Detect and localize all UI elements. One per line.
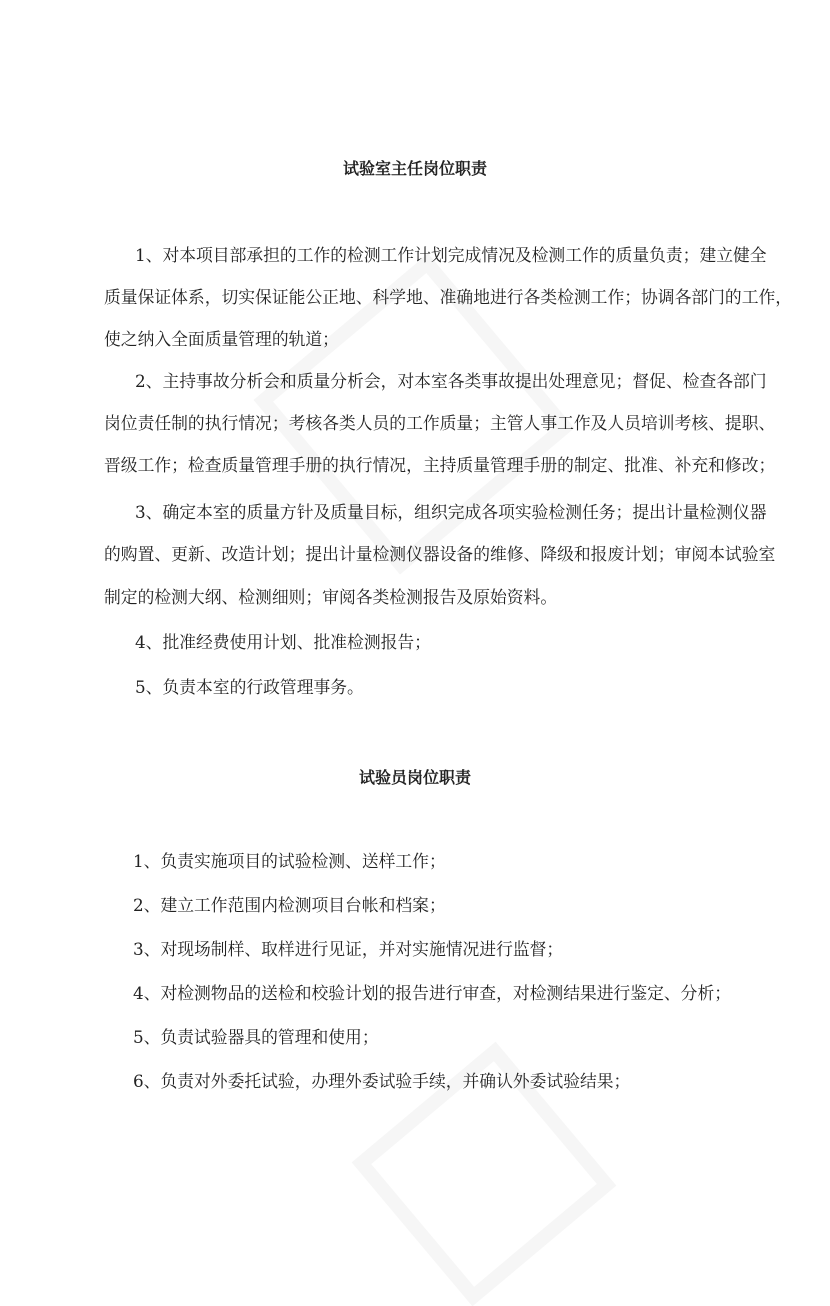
paragraph-line: 晋级工作；检查质量管理手册的执行情况，主持质量管理手册的制定、批准、补充和修改； xyxy=(104,455,776,475)
list-item: 5、负责试验器具的管理和使用； xyxy=(133,1027,379,1047)
list-item: 4、对检测物品的送检和校验计划的报告进行审查，对检测结果进行鉴定、分析； xyxy=(133,983,732,1003)
list-item: 1、负责实施项目的试验检测、送样工作； xyxy=(133,851,446,871)
paragraph-line: 使之纳入全面质量管理的轨道； xyxy=(104,329,339,349)
list-item: 6、负责对外委托试验，办理外委试验手续，并确认外委试验结果； xyxy=(133,1071,631,1091)
section-title-director: 试验室主任岗位职责 xyxy=(342,159,487,178)
paragraph-line: 的购置、更新、改造计划；提出计量检测仪器设备的维修、降级和报废计划；审阅本试验室 xyxy=(104,544,776,564)
paragraph-line: 3、确定本室的质量方针及质量目标，组织完成各项实验检测任务；提出计量检测仪器 xyxy=(135,502,767,522)
section-title-tester: 试验员岗位职责 xyxy=(358,768,471,787)
paragraph-line: 岗位责任制的执行情况；考核各类人员的工作质量；主管人事工作及人员培训考核、提职、 xyxy=(104,413,776,433)
paragraph-line: 2、主持事故分析会和质量分析会，对本室各类事故提出处理意见；督促、检查各部门 xyxy=(135,371,767,391)
list-item: 3、对现场制样、取样进行见证，并对实施情况进行监督； xyxy=(133,939,564,959)
list-item: 2、建立工作范围内检测项目台帐和档案； xyxy=(133,895,446,915)
paragraph-line: 质量保证体系，切实保证能公正地、科学地、准确地进行各类检测工作；协调各部门的工作， xyxy=(104,287,793,307)
paragraph-line: 制定的检测大纲、检测细则；审阅各类检测报告及原始资料。 xyxy=(104,587,558,607)
paragraph-line: 4、批准经费使用计划、批准检测报告； xyxy=(135,632,431,652)
paragraph-line: 1、对本项目部承担的工作的检测工作计划完成情况及检测工作的质量负责；建立健全 xyxy=(135,245,767,265)
paragraph-line: 5、负责本室的行政管理事务。 xyxy=(135,677,364,697)
